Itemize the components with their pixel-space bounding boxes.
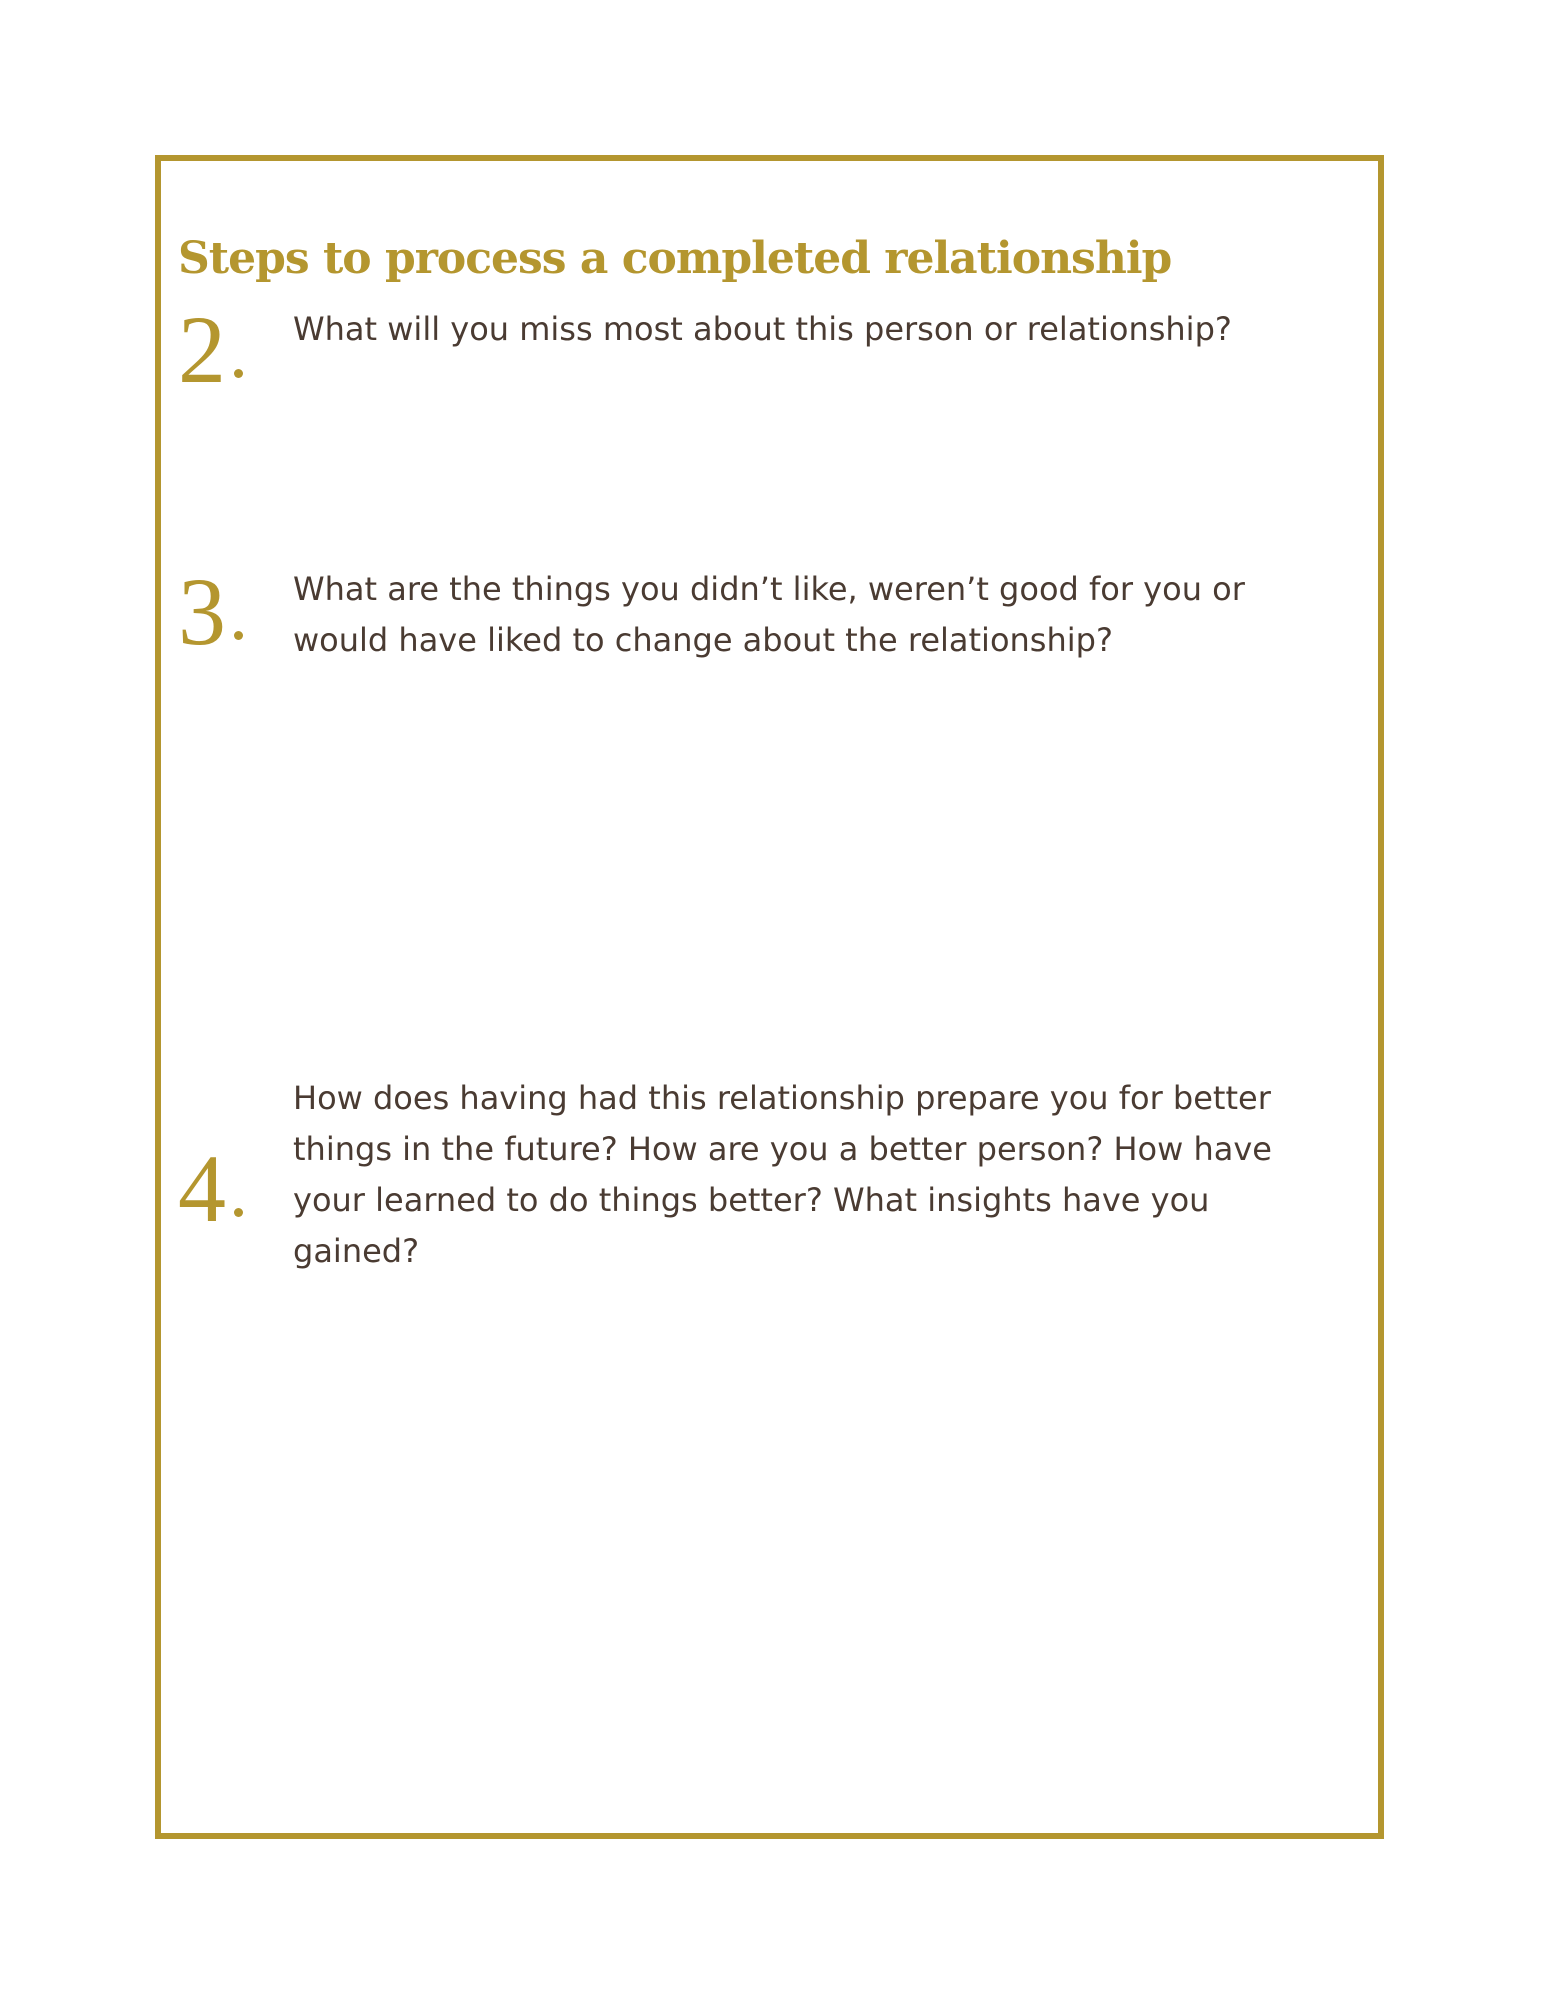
step-number-digit: 4 [178, 1135, 226, 1242]
step-number-dot [234, 631, 243, 640]
page-title: Steps to process a completed relationship [178, 233, 1172, 284]
step-number-digit: 2 [178, 296, 226, 403]
step-question: What are the things you didn’t like, weren’t good for you or would have liked to change about the relationship? [293, 570, 1245, 659]
step-question: What will you miss most about this person or relationship? [293, 310, 1232, 348]
step-question: How does having had this relationship prepare you for better things in the future? How are you a better person? How have your learned to do things better? What insights have you gained? [293, 1079, 1272, 1270]
step-number [178, 296, 243, 403]
step-number-dot [234, 369, 243, 378]
step-number [178, 558, 243, 665]
step-number-digit: 3 [178, 558, 226, 665]
page-border-frame [155, 155, 1384, 1839]
step-number [178, 1135, 243, 1242]
step-number-dot [234, 1208, 243, 1217]
